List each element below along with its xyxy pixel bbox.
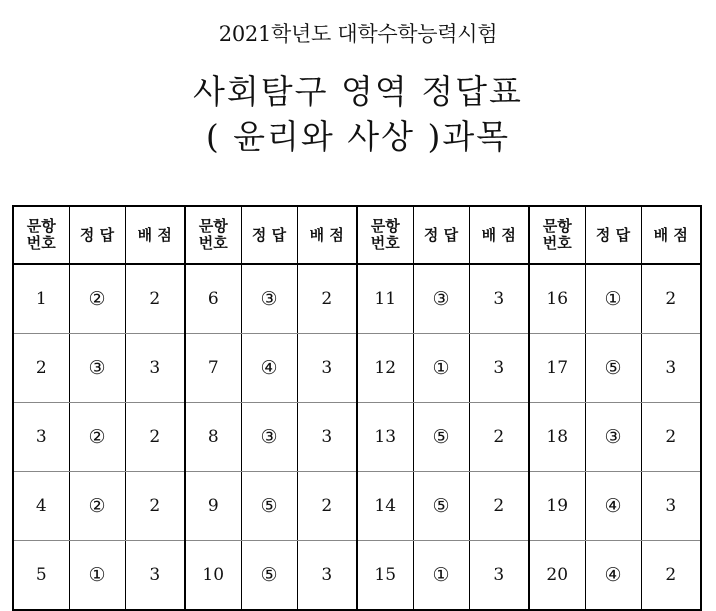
table-row bbox=[13, 541, 701, 611]
exam-title: 2021학년도 대학수학능력시험 bbox=[218, 22, 498, 46]
answer-cell: ③ bbox=[241, 264, 297, 334]
answer-header: 정 답 bbox=[69, 206, 125, 264]
points-cell: 3 bbox=[297, 541, 357, 611]
points-cell: 2 bbox=[641, 264, 701, 334]
subject-title: ( 윤리와 사상 )과목 bbox=[205, 117, 511, 156]
points-cell: 2 bbox=[641, 541, 701, 611]
question-number-header-line2: 번호 bbox=[370, 234, 400, 252]
answer-cell: ⑤ bbox=[585, 334, 641, 403]
question-number-header-line1: 문항 bbox=[26, 217, 56, 235]
answer-header: 정 답 bbox=[241, 206, 297, 264]
question-number: 1 bbox=[13, 264, 69, 334]
answer-cell: ⑤ bbox=[413, 403, 469, 472]
points-cell: 3 bbox=[297, 403, 357, 472]
points-cell: 3 bbox=[641, 334, 701, 403]
question-number: 3 bbox=[13, 403, 69, 472]
question-number-header bbox=[529, 206, 585, 264]
question-number: 5 bbox=[13, 541, 69, 611]
points-cell: 2 bbox=[469, 472, 529, 541]
answer-cell: ② bbox=[69, 264, 125, 334]
question-number: 12 bbox=[357, 334, 413, 403]
table-row bbox=[13, 472, 701, 541]
answer-cell: ⑤ bbox=[241, 472, 297, 541]
answer-cell: ③ bbox=[241, 403, 297, 472]
answer-sheet-title: 사회탐구 영역 정답표 bbox=[193, 72, 523, 111]
question-number: 18 bbox=[529, 403, 585, 472]
table-row bbox=[13, 403, 701, 472]
table-row bbox=[13, 334, 701, 403]
question-number: 17 bbox=[529, 334, 585, 403]
points-cell: 2 bbox=[641, 403, 701, 472]
points-cell: 3 bbox=[469, 541, 529, 611]
question-number: 19 bbox=[529, 472, 585, 541]
question-number-header bbox=[357, 206, 413, 264]
points-cell: 3 bbox=[125, 334, 185, 403]
points-cell: 2 bbox=[297, 472, 357, 541]
question-number: 10 bbox=[185, 541, 241, 611]
answer-table-container bbox=[12, 205, 700, 600]
question-number: 9 bbox=[185, 472, 241, 541]
points-cell: 3 bbox=[469, 264, 529, 334]
question-number-header-line2: 번호 bbox=[542, 234, 572, 252]
answer-cell: ① bbox=[413, 334, 469, 403]
answer-cell: ③ bbox=[413, 264, 469, 334]
points-header: 배 점 bbox=[641, 206, 701, 264]
question-number-header bbox=[13, 206, 69, 264]
answer-cell: ⑤ bbox=[413, 472, 469, 541]
points-cell: 2 bbox=[125, 472, 185, 541]
question-number: 11 bbox=[357, 264, 413, 334]
question-number: 7 bbox=[185, 334, 241, 403]
question-number: 16 bbox=[529, 264, 585, 334]
question-number: 15 bbox=[357, 541, 413, 611]
points-cell: 2 bbox=[469, 403, 529, 472]
answer-header: 정 답 bbox=[413, 206, 469, 264]
answer-cell: ④ bbox=[585, 472, 641, 541]
points-header: 배 점 bbox=[297, 206, 357, 264]
points-cell: 3 bbox=[641, 472, 701, 541]
answer-cell: ② bbox=[69, 472, 125, 541]
answer-table bbox=[12, 205, 702, 611]
answer-cell: ① bbox=[585, 264, 641, 334]
table-row bbox=[13, 264, 701, 334]
question-number: 13 bbox=[357, 403, 413, 472]
points-cell: 2 bbox=[125, 403, 185, 472]
points-cell: 2 bbox=[125, 264, 185, 334]
question-number-header-line1: 문항 bbox=[370, 217, 400, 235]
question-number: 4 bbox=[13, 472, 69, 541]
answer-cell: ③ bbox=[69, 334, 125, 403]
question-number: 2 bbox=[13, 334, 69, 403]
question-number: 20 bbox=[529, 541, 585, 611]
question-number-header-line2: 번호 bbox=[26, 234, 56, 252]
question-number: 8 bbox=[185, 403, 241, 472]
question-number-header-line2: 번호 bbox=[198, 234, 228, 252]
question-number: 6 bbox=[185, 264, 241, 334]
answer-cell: ① bbox=[69, 541, 125, 611]
answer-cell: ④ bbox=[585, 541, 641, 611]
answer-cell: ④ bbox=[241, 334, 297, 403]
points-header: 배 점 bbox=[125, 206, 185, 264]
answer-cell: ⑤ bbox=[241, 541, 297, 611]
points-cell: 3 bbox=[469, 334, 529, 403]
question-number-header-line1: 문항 bbox=[542, 217, 572, 235]
question-number-header bbox=[185, 206, 241, 264]
points-header: 배 점 bbox=[469, 206, 529, 264]
question-number: 14 bbox=[357, 472, 413, 541]
points-cell: 3 bbox=[297, 334, 357, 403]
answer-cell: ① bbox=[413, 541, 469, 611]
answer-cell: ③ bbox=[585, 403, 641, 472]
points-cell: 2 bbox=[297, 264, 357, 334]
answer-cell: ② bbox=[69, 403, 125, 472]
points-cell: 3 bbox=[125, 541, 185, 611]
header-row bbox=[13, 206, 701, 264]
question-number-header-line1: 문항 bbox=[198, 217, 228, 235]
answer-header: 정 답 bbox=[585, 206, 641, 264]
